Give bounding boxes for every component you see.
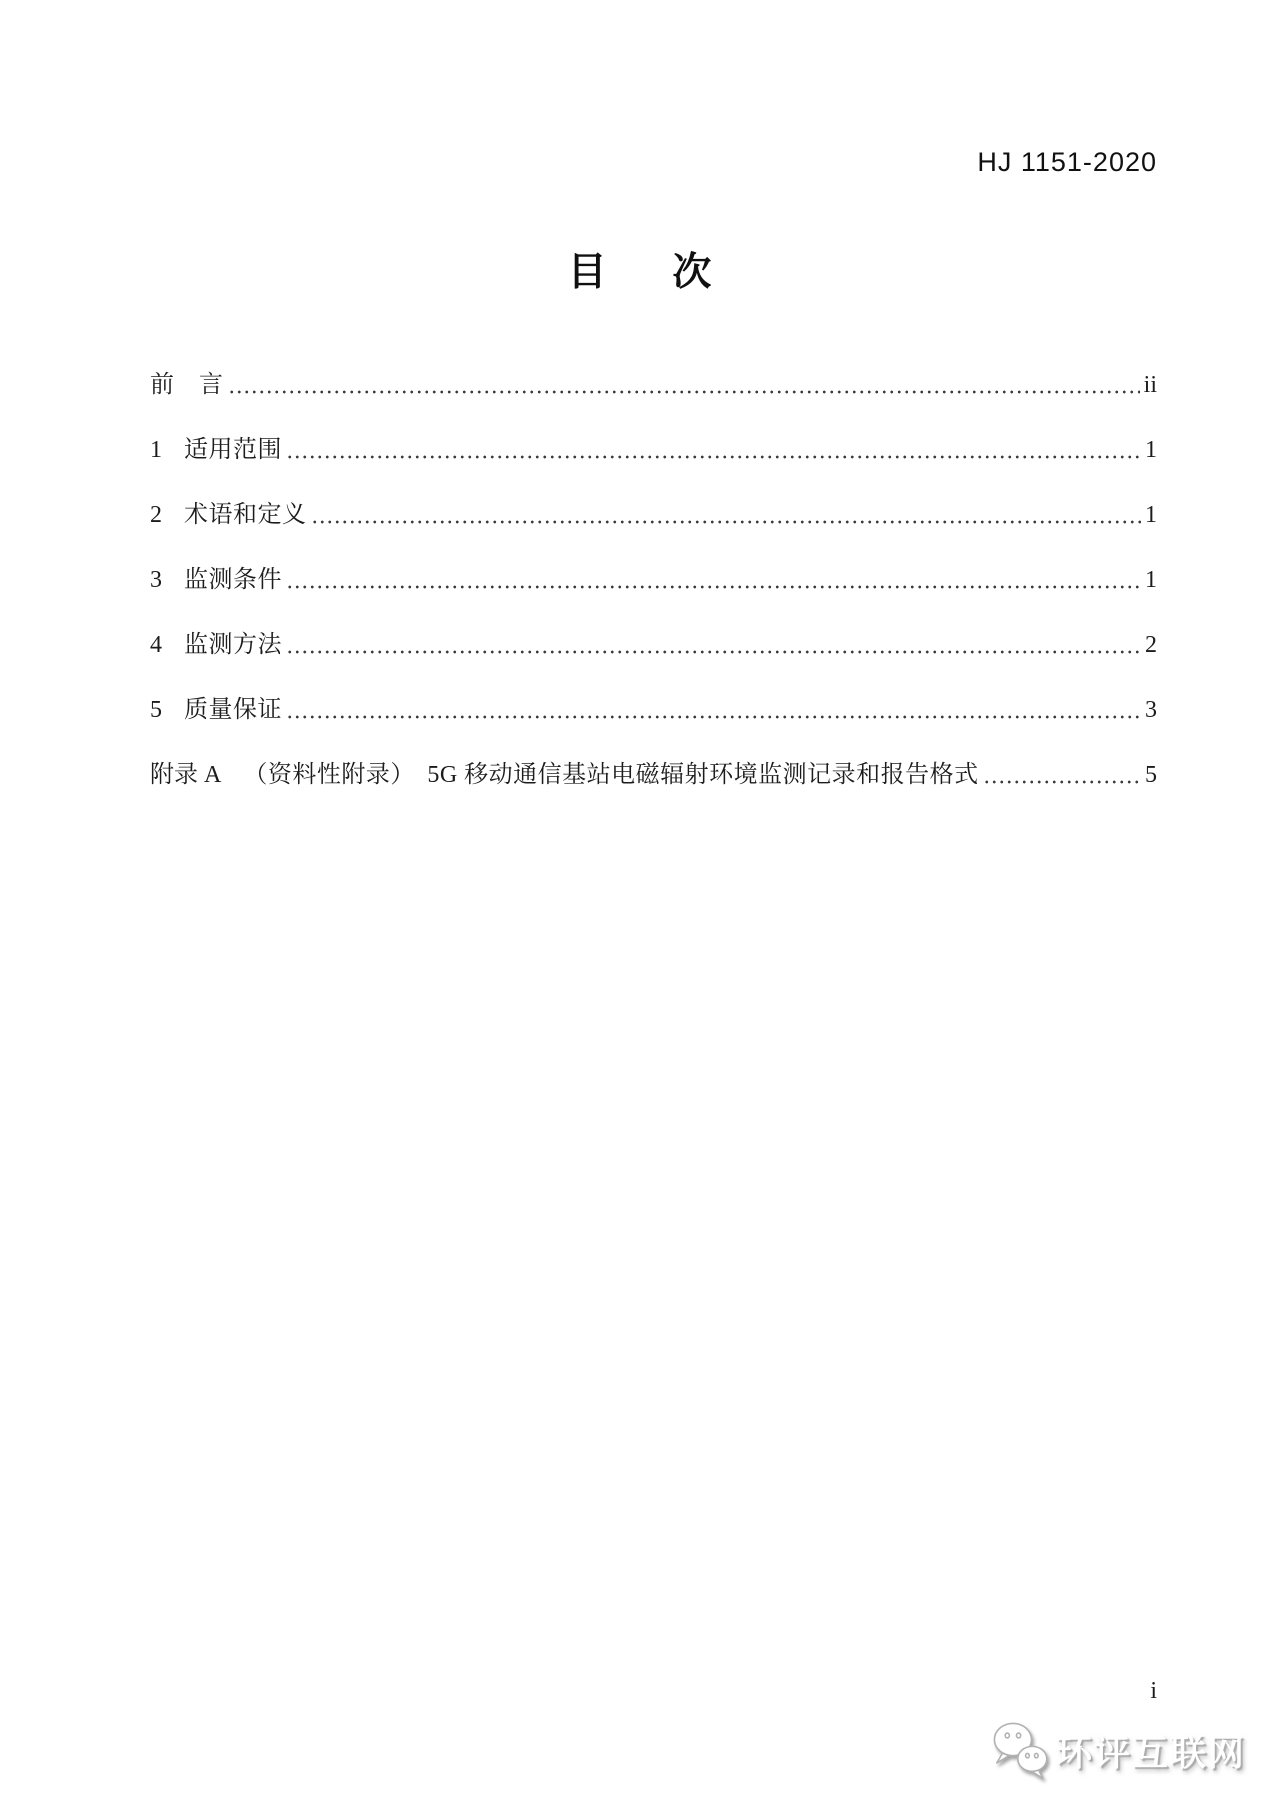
toc-entry [150,435,1157,465]
toc-leader-dots [983,760,1141,790]
toc-leader-dots [311,500,1142,530]
toc-leader-dots [286,565,1141,595]
watermark-text: 环评互联网 [1055,1731,1246,1773]
toc-entry-page: 3 [1145,697,1157,723]
toc-entry-label: （资料性附录） 5G 移动通信基站电磁辐射环境监测记录和报告格式 [243,762,979,788]
toc-entry-page: ii [1143,372,1157,398]
toc-entry-page: 1 [1145,502,1157,528]
toc-list [150,370,1157,825]
toc-title: 目 次 [567,251,713,294]
toc-entry-number: 附录 A [150,762,222,788]
toc-entry-label: 前 言 [150,372,224,398]
toc-entry-page: 1 [1145,437,1157,463]
toc-leader-dots [228,370,1140,400]
toc-entry [150,500,1157,530]
toc-entry-number: 5 [150,697,162,723]
toc-leader-dots [286,695,1141,725]
toc-entry [150,630,1157,660]
toc-entry-page: 1 [1145,567,1157,593]
toc-entry-label: 质量保证 [184,697,282,723]
toc-entry [150,760,1157,790]
toc-leader-dots [286,630,1141,660]
toc-entry [150,565,1157,595]
toc-entry-page: 5 [1145,762,1157,788]
toc-entry [150,695,1157,725]
toc-entry-number: 1 [150,437,162,463]
toc-entry-label: 监测条件 [184,567,282,593]
toc-entry-number: 4 [150,632,162,658]
toc-leader-dots [286,435,1141,465]
toc-entry-label: 适用范围 [184,437,282,463]
toc-entry-label: 监测方法 [184,632,282,658]
toc-entry [150,370,1157,400]
wechat-icon [992,1720,1050,1780]
watermark [992,1720,1246,1780]
doc-code: HJ 1151-2020 [977,147,1157,177]
page-number: i [1150,1678,1157,1704]
toc-entry-number: 3 [150,567,162,593]
toc-entry-number: 2 [150,502,162,528]
toc-entry-label: 术语和定义 [184,502,307,528]
toc-entry-page: 2 [1145,632,1157,658]
